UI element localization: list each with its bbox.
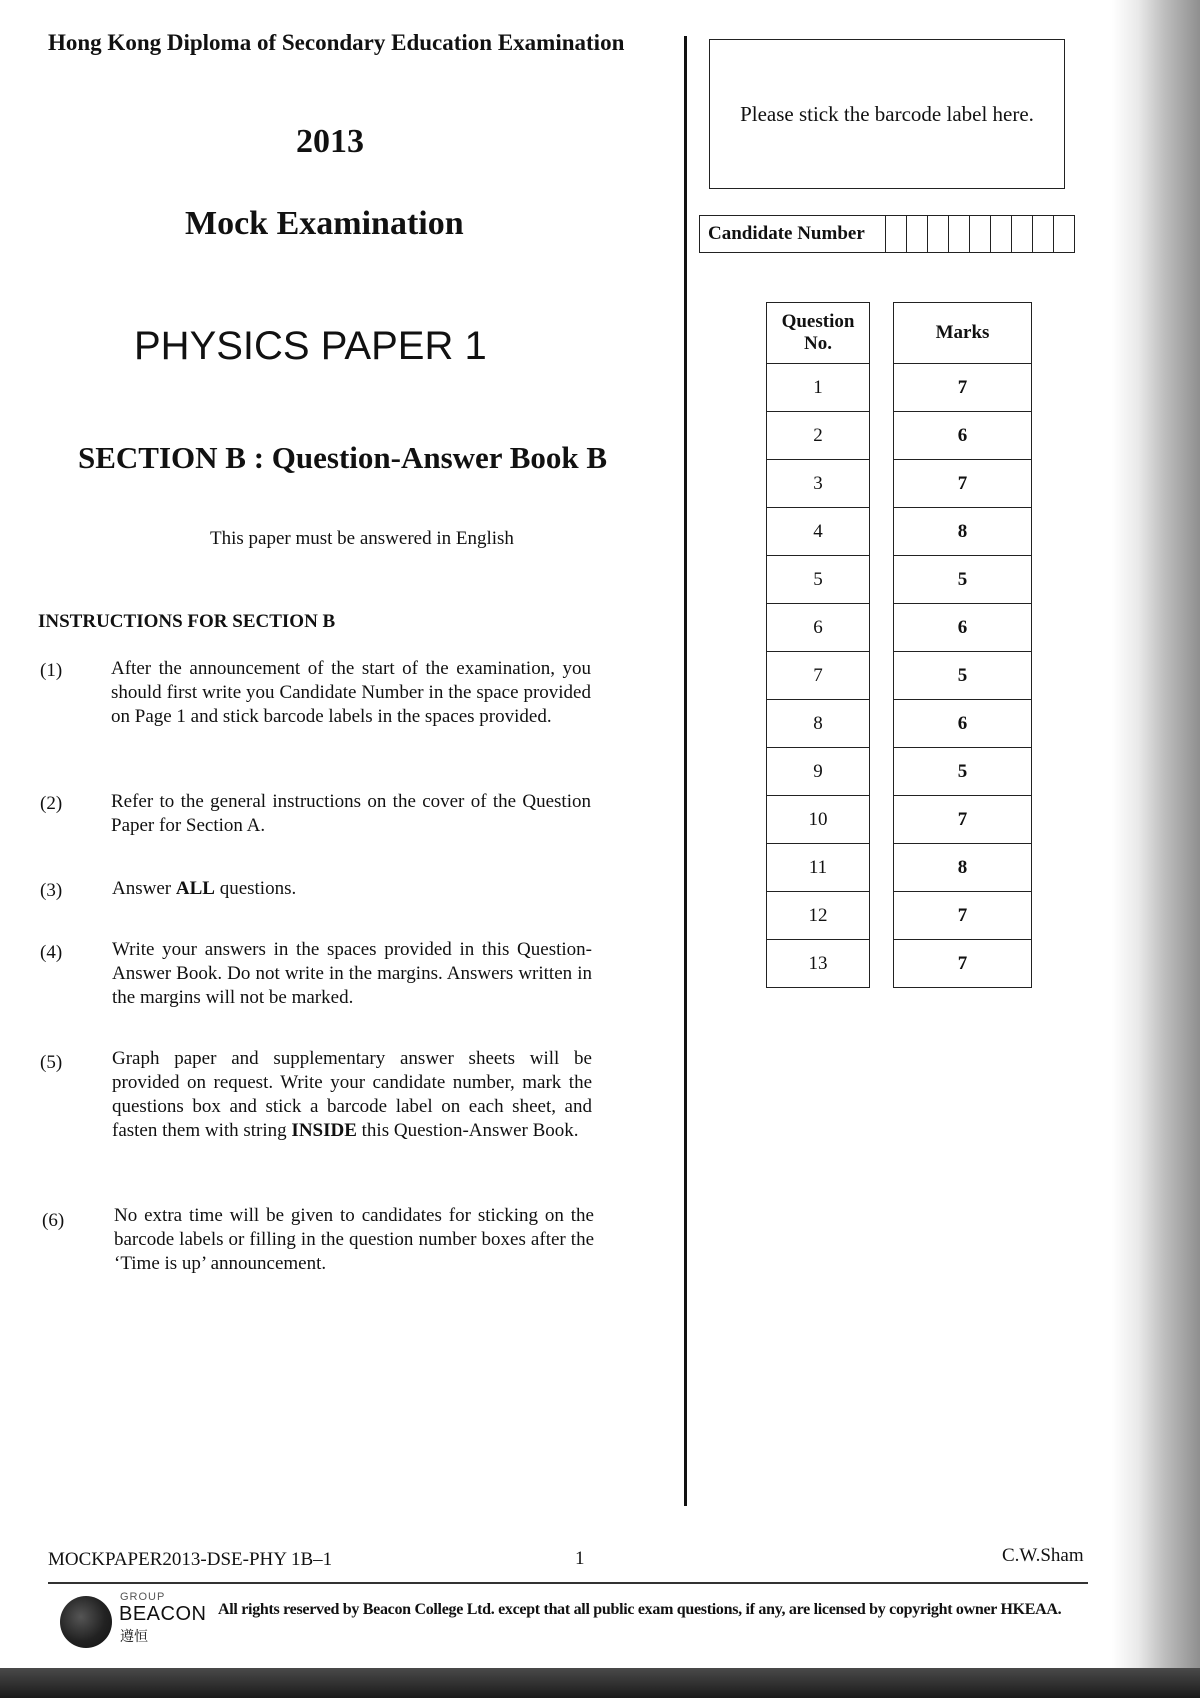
exam-subtitle: Mock Examination [185,205,464,242]
instruction-number: (4) [40,942,63,963]
marks-cell[interactable]: 5 [894,652,1032,700]
question-number-cell: 7 [767,652,870,700]
instruction-number: (6) [42,1210,65,1231]
barcode-instruction: Please stick the barcode label here. [740,101,1034,126]
marks-cell[interactable]: 7 [894,892,1032,940]
footer-rule [48,1582,1088,1584]
question-number-cell: 8 [767,700,870,748]
candidate-digit-box[interactable] [970,216,991,252]
page-bottom-shadow [0,1668,1200,1698]
column-divider [684,36,687,1506]
barcode-label-box [709,39,1065,189]
question-number-cell: 13 [767,940,870,988]
question-number-table [766,302,870,988]
question-number-cell: 11 [767,844,870,892]
marks-cell[interactable]: 5 [894,556,1032,604]
marks-cell[interactable]: 8 [894,844,1032,892]
candidate-number-field[interactable] [699,215,1075,253]
candidate-digit-box[interactable] [991,216,1012,252]
instruction-text: Answer ALL questions. [112,878,297,899]
logo-wordmark: BEACON [119,1603,207,1625]
candidate-digit-box[interactable] [1012,216,1033,252]
instructions-heading: INSTRUCTIONS FOR SECTION B [38,611,336,632]
marks-cell[interactable]: 6 [894,700,1032,748]
marks-cell[interactable]: 7 [894,460,1032,508]
question-number-cell: 4 [767,508,870,556]
marks-cell[interactable]: 5 [894,748,1032,796]
candidate-digit-box[interactable] [1054,216,1074,252]
question-number-cell: 12 [767,892,870,940]
marks-cell[interactable]: 7 [894,796,1032,844]
marks-cell[interactable]: 6 [894,604,1032,652]
marks-column-header: Marks [894,303,1032,364]
logo-group-text: GROUP [120,1591,166,1603]
candidate-digit-box[interactable] [1033,216,1054,252]
logo-chinese-text: 遵恒 [120,1630,148,1645]
instruction-number: (3) [40,880,63,901]
exam-year: 2013 [296,123,364,160]
paper-title: PHYSICS PAPER 1 [134,324,487,368]
question-number-cell: 6 [767,604,870,652]
section-title: SECTION B : Question-Answer Book B [78,440,608,475]
candidate-number-label: Candidate Number [700,216,886,252]
marks-cell[interactable]: 7 [894,364,1032,412]
copyright-notice: All rights reserved by Beacon College Ltd. except that all public exam questions, if any, are licensed by copyright owner HKEAA. [218,1601,1062,1618]
author-name: C.W.Sham [1002,1545,1084,1566]
instruction-text: After the announcement of the start of the examination, you should first write you Candidate Number in the space provided on Page 1 and stick barcode labels in the spaces provided. [111,658,591,727]
page-number: 1 [575,1548,585,1569]
marks-cell[interactable]: 8 [894,508,1032,556]
candidate-digit-box[interactable] [928,216,949,252]
instruction-text: No extra time will be given to candidates for sticking on the barcode labels or filling in the question number boxes after the ‘Time is up’ announcement. [114,1205,594,1274]
question-number-cell: 2 [767,412,870,460]
question-number-cell: 3 [767,460,870,508]
question-column-header: Question No. [767,303,870,364]
exam-body-title: Hong Kong Diploma of Secondary Education Examination [48,30,625,55]
question-number-cell: 10 [767,796,870,844]
page-edge-shadow [1112,0,1200,1698]
marks-cell[interactable]: 7 [894,940,1032,988]
instruction-text: Refer to the general instructions on the cover of the Question Paper for Section A. [111,791,591,836]
beacon-logo-icon [60,1596,112,1648]
instruction-number: (5) [40,1052,63,1073]
language-note: This paper must be answered in English [210,528,514,549]
marks-cell[interactable]: 6 [894,412,1032,460]
instruction-number: (2) [40,793,63,814]
candidate-digit-box[interactable] [907,216,928,252]
paper-code: MOCKPAPER2013-DSE-PHY 1B–1 [48,1549,333,1570]
question-number-cell: 5 [767,556,870,604]
instruction-text: Graph paper and supplementary answer sheets will be provided on request. Write your candidate number, mark the questions box and stick a barcode label on each sheet, and fasten them with string INSIDE this Question-Answer Book. [112,1048,592,1141]
question-number-cell: 9 [767,748,870,796]
candidate-digit-box[interactable] [886,216,907,252]
question-number-cell: 1 [767,364,870,412]
candidate-digit-box[interactable] [949,216,970,252]
instruction-text: Write your answers in the spaces provided in this Question-Answer Book. Do not write in the margins. Answers written in the margins will not be marked. [112,939,592,1008]
instruction-number: (1) [40,660,63,681]
marks-table [893,302,1032,988]
